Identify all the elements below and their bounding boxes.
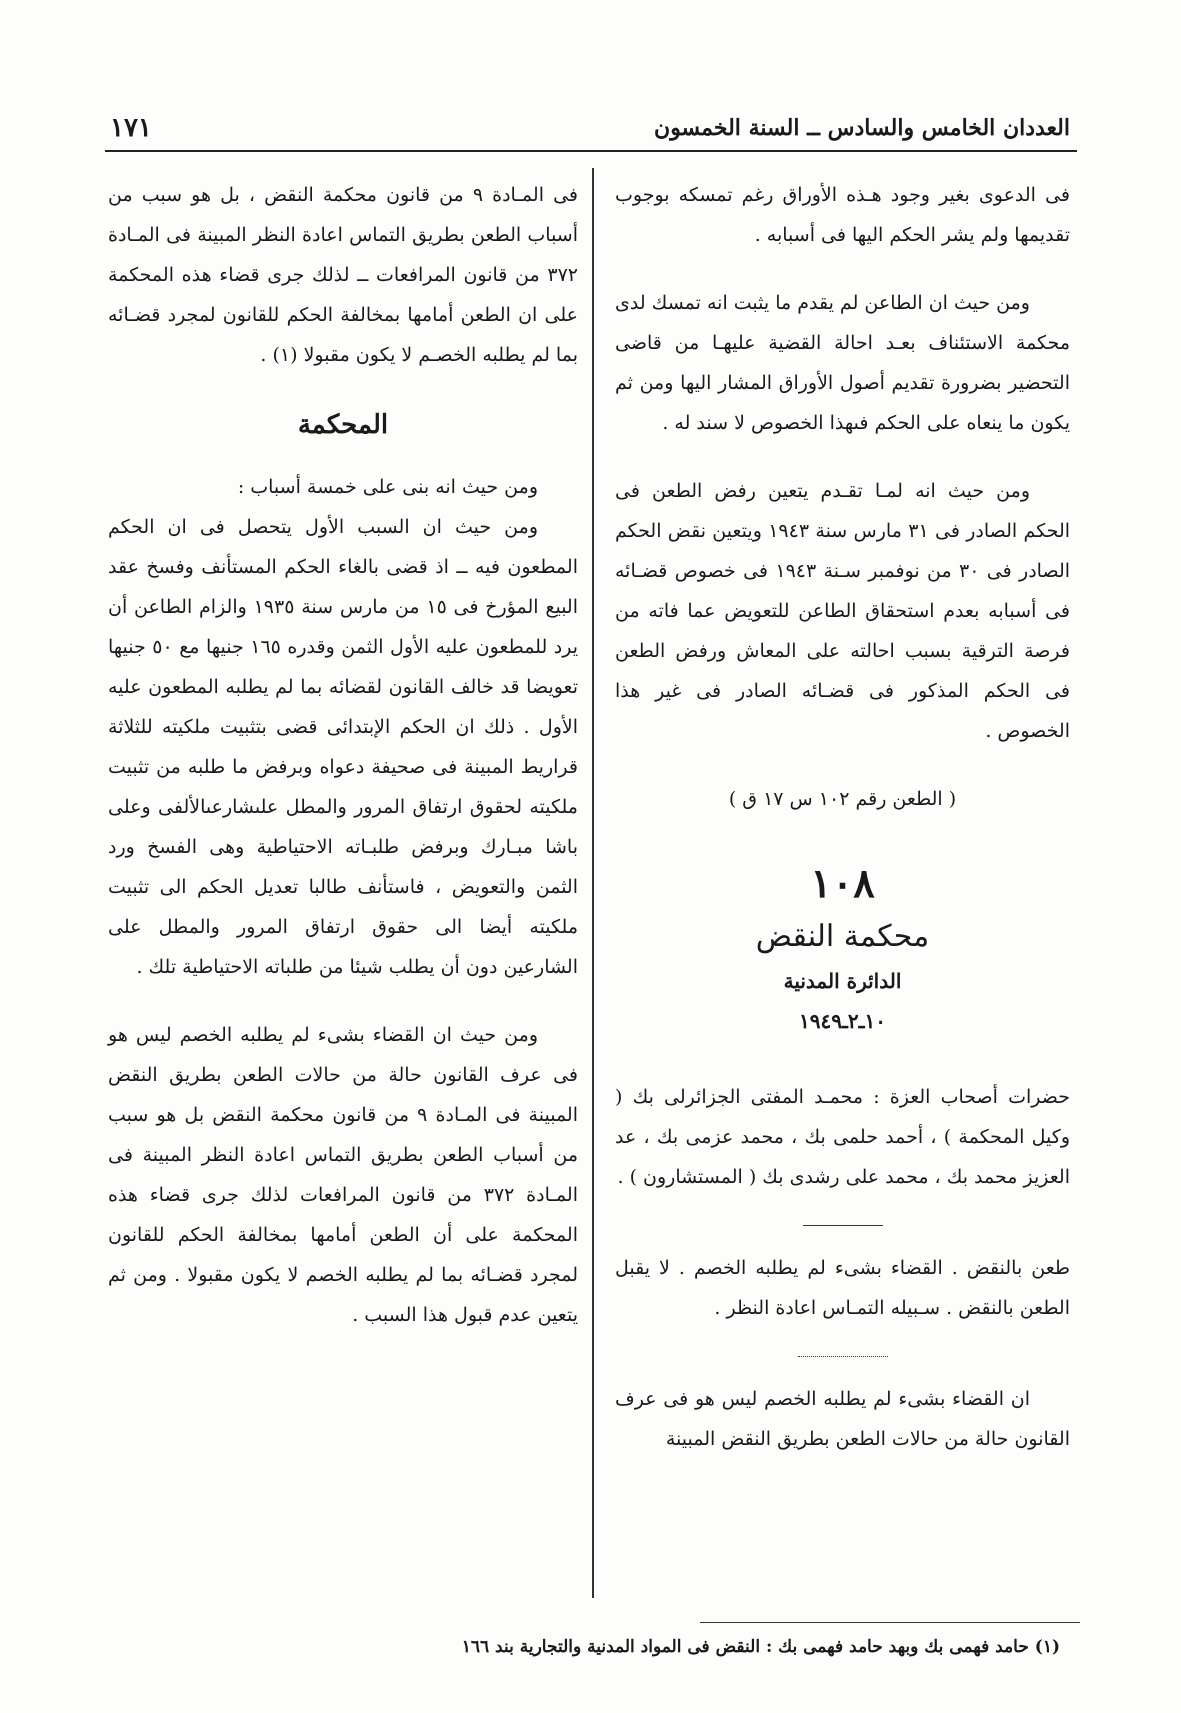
footnote: (١) حامد فهمى بك وبهد حامد فهمى بك : النقض فى المواد المدنية والتجارية بند ١٦٦ <box>461 1637 1060 1657</box>
circuit-name: الدائرة المدنية <box>783 969 902 993</box>
dotted-rule <box>798 1356 888 1357</box>
case-number: ١٠٨ <box>810 860 875 907</box>
header-rule <box>105 150 1077 152</box>
column-divider <box>592 168 594 1598</box>
right-paragraph-3: ومن حيث انه لمـا تقـدم يتعين رفض الطعن فى الحكم الصادر فى ٣١ مارس سنة ١٩٤٣ ويتعين نقض الحكم الصادر فى ٣٠ من نوفمبر سـنة ١٩٤٣ فى خصوص قضـائه فى أسبابه بعدم استحقاق الطاعن للتعويض عما فاته من فرصة الترقية بسبب احالته على المعاش ورفض الطعن فى الحكم المذكور فى قضـائه الصادر فى غير هذا الخصوص . <box>615 480 1071 742</box>
right-paragraph-2: ومن حيث ان الطاعن لم يقدم ما يثبت انه تمسك لدى محكمة الاستئناف بعـد احالة القضية عليهـا من قاضى التحضير بضرورة تقديم أصول الأوراق المشار اليها ومن ثم يكون ما ينعاه على الحكم فىهذا الخصوص لا سند له . <box>615 292 1070 434</box>
left-column <box>108 175 578 1363</box>
appeal-reference: ( الطعن رقم ١٠٢ س ١٧ ق ) <box>728 788 957 810</box>
ruling-date: ١٠ـ٢ـ١٩٤٩ <box>799 1009 886 1033</box>
left-paragraph-4: ومن حيث ان القضاء بشىء لم يطلبه الخصم ليس هو فى عرف القانون حالة من حالات الطعن بطريق النقض المبينة فى المـادة ٩ من قانون محكمة النقض بل هو سبب من أسباب الطعن بطريق التماس اعادة النظر المبينة فى المـادة ٣٧٢ من قانون المرافعات لذلك جرى قضاء هذه المحكمة على أن الطعن أمامها بمخالفة الحكم للقانون لمجرد قضـائه بما لم يطلبه الخصم لا يكون مقبولا . ومن ثم يتعين عدم قبول هذا السبب . <box>108 1024 578 1326</box>
running-title: العددان الخامس والسادس ــ السنة الخمسون <box>654 115 1070 141</box>
right-column <box>615 175 1070 1487</box>
case-summary: طعن بالنقض . القضاء بشىء لم يطلبه الخصم . لا يقبل الطعن بالنقض . سـبيله التمـاس اعادة النظر . <box>615 1257 1070 1319</box>
section-rule <box>803 1225 883 1226</box>
page-header <box>110 108 1070 148</box>
right-paragraph-1: فى الدعوى بغير وجود هـذه الأوراق رغم تمسكه بوجوب تقديمها ولم يشر الحكم اليها فى أسبابه . <box>615 184 1070 246</box>
legal-principle: ان القضاء بشىء لم يطلبه الخصم ليس هو فى عرف القانون حالة من حالات الطعن بطريق النقض المبينة <box>615 1388 1070 1450</box>
left-paragraph-1: فى المـادة ٩ من قانون محكمة النقض ، بل هو سبب من أسباب الطعن بطريق التماس اعادة النظر المبينة فى المـادة ٣٧٢ من قانون المرافعات ــ لذلك جرى قضاء هذه المحكمة على ان الطعن أمامها بمخالفة الحكم للقانون لمجرد قضـائه بما لم يطلبه الخصـم لا يكون مقبولا (١) . <box>108 184 578 366</box>
footnote-rule <box>700 1622 1080 1623</box>
section-heading: المحكمة <box>297 410 389 440</box>
left-paragraph-2: ومن حيث انه بنى على خمسة أسباب : <box>237 476 538 498</box>
judges-list: حضرات أصحاب العزة : محمـد المفتى الجزائرلى بك ( وكيل المحكمة ) ، أحمد حلمى بك ، محمد عزمى بك ، عد العزيز محمد بك ، محمد على رشدى بك ( المستشارون ) . <box>615 1086 1070 1188</box>
court-name: محكمة النقض <box>755 919 930 954</box>
page-number: ١٧١ <box>110 113 152 143</box>
left-paragraph-3: ومن حيث ان السبب الأول يتحصل فى ان الحكم المطعون فيه ــ اذ قضى بالغاء الحكم المستأنف وفسخ عقد البيع المؤرخ فى ١٥ من مارس سنة ١٩٣٥ والزام الطاعن أن يرد للمطعون عليه الأول الثمن وقدره ١٦٥ جنيها مع ٥٠ جنيها تعويضا قد خالف القانون لقضائه بما لم يطلبه المطعون عليه الأول . ذلك ان الحكم الإبتدائى قضى بتثبيت ملكيته للثلاثة قراريط المبينة فى صحيفة دعواه وبرفض ما طلبه من تثبيت ملكيته لحقوق ارتفاق المرور والمطل علىشارعىالألفى وعلى باشا مبـارك وبرفض طلبـاته الاحتياطية وهى الفسخ ورد الثمن والتعويض ، فاستأنف طالبا تعديل الحكم الى تثبيت ملكيته أيضا الى حقوق ارتفاق المرور والمطل على الشارعين دون أن يطلب شيئا من طلباته الاحتياطية تلك . <box>108 516 578 978</box>
